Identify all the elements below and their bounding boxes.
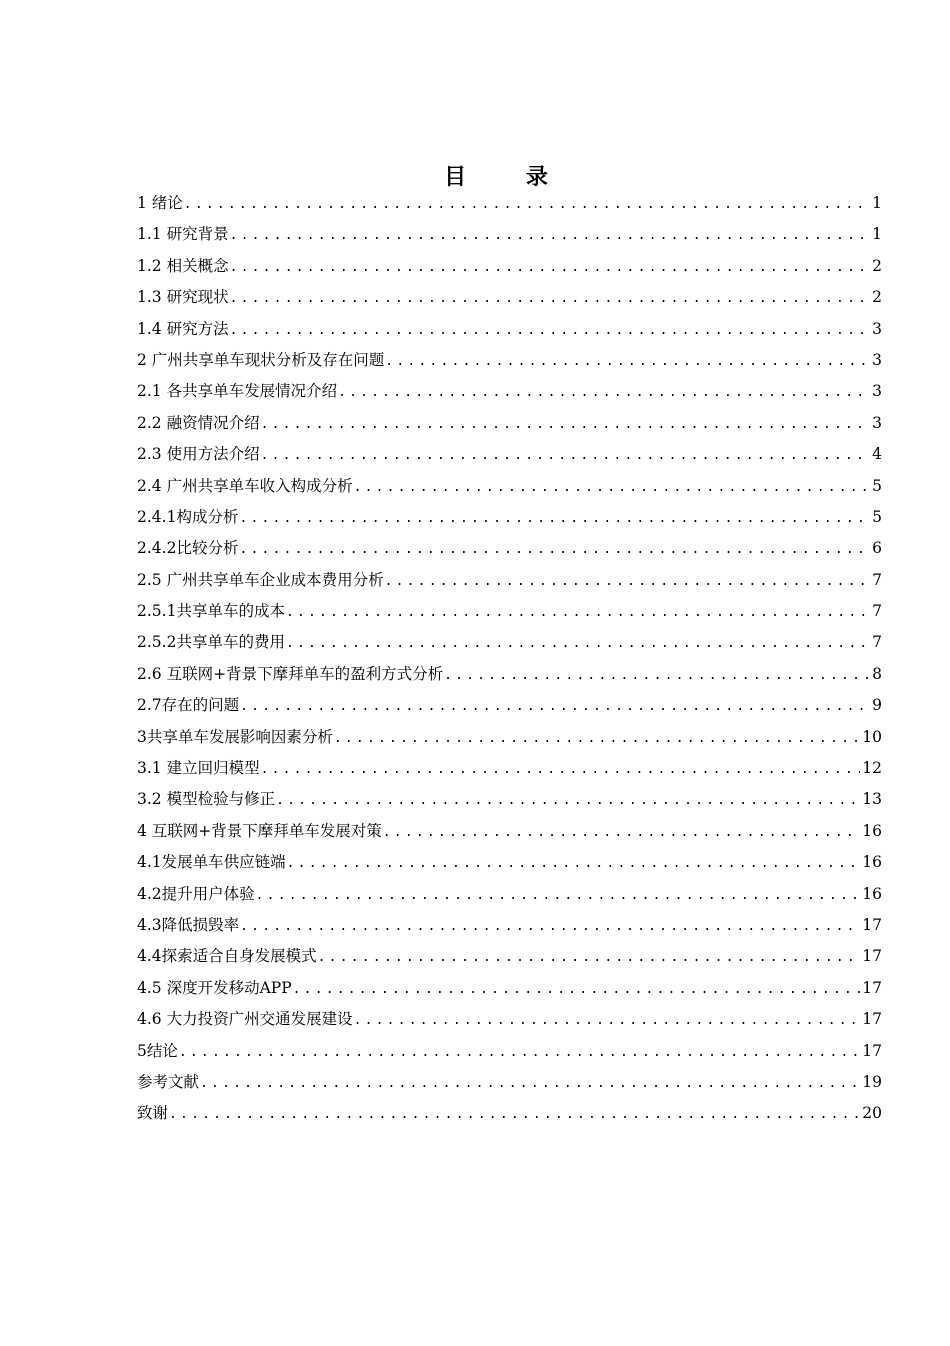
toc-dot-leader bbox=[239, 503, 870, 533]
toc-list bbox=[137, 188, 882, 1130]
toc-entry-label: 2.7存在的问题 bbox=[137, 696, 240, 715]
toc-entry-label: 4.5 深度开发移动APP bbox=[137, 978, 292, 997]
toc-entry-page-number: 3 bbox=[872, 413, 882, 432]
toc-dot-leader bbox=[354, 1005, 861, 1035]
toc-entry[interactable] bbox=[137, 627, 882, 658]
toc-entry-label: 3共享单车发展影响因素分析 bbox=[137, 727, 333, 746]
toc-dot-leader bbox=[230, 315, 871, 345]
toc-entry-page-number: 17 bbox=[862, 1010, 882, 1029]
toc-entry[interactable] bbox=[137, 345, 882, 376]
toc-dot-leader bbox=[239, 534, 870, 564]
toc-entry[interactable] bbox=[137, 439, 882, 470]
toc-entry-label: 2.4 广州共享单车收入构成分析 bbox=[137, 476, 353, 495]
toc-entry-label: 2.4.2比较分析 bbox=[137, 539, 239, 558]
toc-dot-leader bbox=[230, 220, 871, 250]
toc-entry[interactable] bbox=[137, 471, 882, 502]
toc-entry-page-number: 9 bbox=[872, 696, 882, 715]
toc-entry[interactable] bbox=[137, 910, 882, 941]
toc-entry-label: 1.4 研究方法 bbox=[137, 319, 229, 338]
toc-entry[interactable] bbox=[137, 533, 882, 564]
toc-entry-label: 1.2 相关概念 bbox=[137, 256, 229, 275]
toc-entry[interactable] bbox=[137, 314, 882, 345]
toc-entry-page-number: 1 bbox=[872, 225, 882, 244]
toc-dot-leader bbox=[354, 472, 871, 502]
toc-entry[interactable] bbox=[137, 973, 882, 1004]
toc-entry-label: 1 绪论 bbox=[137, 194, 183, 212]
toc-dot-leader bbox=[318, 942, 861, 972]
toc-dot-leader bbox=[293, 974, 861, 1004]
toc-dot-leader bbox=[230, 252, 871, 282]
toc-entry-label: 3.1 建立回归模型 bbox=[137, 759, 260, 778]
toc-dot-leader bbox=[184, 189, 870, 219]
toc-dot-leader bbox=[385, 566, 871, 596]
toc-entry-label: 4.2提升用户体验 bbox=[137, 884, 255, 903]
toc-entry-page-number: 19 bbox=[862, 1072, 882, 1091]
toc-dot-leader bbox=[287, 848, 861, 878]
toc-entry[interactable] bbox=[137, 219, 882, 250]
toc-entry-page-number: 3 bbox=[872, 382, 882, 401]
toc-entry-label: 4.6 大力投资广州交通发展建设 bbox=[137, 1010, 353, 1029]
toc-entry[interactable] bbox=[137, 282, 882, 313]
toc-entry-label: 2.2 融资情况介绍 bbox=[137, 413, 260, 432]
toc-entry-page-number: 3 bbox=[872, 319, 882, 338]
toc-entry-page-number: 12 bbox=[862, 759, 882, 778]
toc-entry[interactable] bbox=[137, 784, 882, 815]
toc-entry[interactable] bbox=[137, 408, 882, 439]
toc-entry[interactable] bbox=[137, 251, 882, 282]
toc-entry[interactable] bbox=[137, 816, 882, 847]
toc-entry[interactable] bbox=[137, 376, 882, 407]
toc-entry-label: 2.5.1共享单车的成本 bbox=[137, 602, 285, 621]
toc-entry[interactable] bbox=[137, 1004, 882, 1035]
toc-dot-leader bbox=[256, 880, 861, 910]
toc-entry-page-number: 7 bbox=[872, 633, 882, 652]
toc-dot-leader bbox=[334, 723, 860, 753]
toc-entry[interactable] bbox=[137, 847, 882, 878]
toc-dot-leader bbox=[286, 597, 870, 627]
toc-entry-page-number: 16 bbox=[862, 821, 882, 840]
toc-entry-page-number: 13 bbox=[862, 790, 882, 809]
toc-entry-page-number: 17 bbox=[862, 915, 882, 934]
toc-dot-leader bbox=[444, 660, 870, 690]
toc-entry-page-number: 2 bbox=[872, 288, 882, 307]
toc-dot-leader bbox=[338, 377, 870, 407]
toc-dot-leader bbox=[261, 754, 861, 784]
toc-entry-label: 2 广州共享单车现状分析及存在问题 bbox=[137, 350, 385, 369]
toc-dot-leader bbox=[240, 691, 870, 721]
toc-entry-page-number: 10 bbox=[862, 727, 882, 746]
toc-entry[interactable] bbox=[137, 659, 882, 690]
toc-dot-leader bbox=[169, 1099, 860, 1129]
toc-entry-label: 2.4.1构成分析 bbox=[137, 507, 239, 526]
toc-entry-label: 4.1发展单车供应链端 bbox=[137, 853, 286, 872]
toc-entry-label: 2.3 使用方法介绍 bbox=[137, 445, 260, 464]
toc-dot-leader bbox=[383, 817, 860, 847]
toc-dot-leader bbox=[240, 911, 860, 941]
toc-entry-label: 1.1 研究背景 bbox=[137, 225, 229, 244]
toc-dot-leader bbox=[385, 346, 870, 376]
toc-dot-leader bbox=[230, 283, 871, 313]
toc-entry-label: 参考文献 bbox=[137, 1072, 200, 1091]
toc-entry-label: 2.6 互联网+背景下摩拜单车的盈利方式分析 bbox=[137, 664, 444, 683]
toc-entry-label: 2.1 各共享单车发展情况介绍 bbox=[137, 382, 338, 401]
toc-entry-page-number: 4 bbox=[872, 445, 882, 464]
toc-entry-label: 2.5 广州共享单车企业成本费用分析 bbox=[137, 570, 384, 589]
toc-dot-leader bbox=[179, 1037, 860, 1067]
toc-entry-page-number: 7 bbox=[872, 570, 882, 589]
toc-entry-page-number: 5 bbox=[872, 476, 882, 495]
toc-entry-label: 4 互联网+背景下摩拜单车发展对策 bbox=[137, 821, 382, 840]
toc-entry[interactable] bbox=[137, 565, 882, 596]
toc-dot-leader bbox=[261, 409, 871, 439]
toc-entry[interactable] bbox=[137, 1036, 882, 1067]
toc-title: 目 录 bbox=[444, 165, 574, 190]
toc-dot-leader bbox=[261, 440, 871, 470]
toc-entry[interactable] bbox=[137, 188, 882, 219]
toc-dot-leader bbox=[200, 1068, 860, 1098]
toc-entry[interactable] bbox=[137, 722, 882, 753]
toc-entry[interactable] bbox=[137, 596, 882, 627]
toc-entry-page-number: 7 bbox=[872, 602, 882, 621]
toc-entry[interactable] bbox=[137, 753, 882, 784]
toc-entry-page-number: 16 bbox=[862, 853, 882, 872]
toc-dot-leader bbox=[276, 785, 860, 815]
toc-entry[interactable] bbox=[137, 1098, 882, 1129]
toc-entry-page-number: 17 bbox=[862, 1041, 882, 1060]
toc-dot-leader bbox=[286, 628, 870, 658]
toc-entry-label: 4.3降低损毁率 bbox=[137, 915, 240, 934]
toc-entry-page-number: 17 bbox=[862, 947, 882, 966]
toc-entry-page-number: 16 bbox=[862, 884, 882, 903]
toc-entry-label: 5结论 bbox=[137, 1041, 178, 1060]
toc-entry-label: 4.4探索适合自身发展模式 bbox=[137, 947, 317, 966]
toc-entry[interactable] bbox=[137, 879, 882, 910]
toc-entry[interactable] bbox=[137, 1067, 882, 1098]
toc-entry-page-number: 8 bbox=[872, 664, 882, 683]
toc-entry[interactable] bbox=[137, 502, 882, 533]
toc-entry-page-number: 1 bbox=[872, 194, 882, 212]
toc-entry-page-number: 17 bbox=[862, 978, 882, 997]
toc-entry[interactable] bbox=[137, 690, 882, 721]
toc-entry-page-number: 2 bbox=[872, 256, 882, 275]
toc-entry-label: 3.2 模型检验与修正 bbox=[137, 790, 276, 809]
toc-entry-label: 致谢 bbox=[137, 1104, 169, 1123]
toc-entry-label: 1.3 研究现状 bbox=[137, 288, 229, 307]
toc-entry-page-number: 6 bbox=[872, 539, 882, 558]
toc-entry[interactable] bbox=[137, 941, 882, 972]
toc-entry-page-number: 3 bbox=[872, 350, 882, 369]
toc-entry-page-number: 5 bbox=[872, 507, 882, 526]
toc-entry-label: 2.5.2共享单车的费用 bbox=[137, 633, 285, 652]
toc-entry-page-number: 20 bbox=[862, 1104, 882, 1123]
